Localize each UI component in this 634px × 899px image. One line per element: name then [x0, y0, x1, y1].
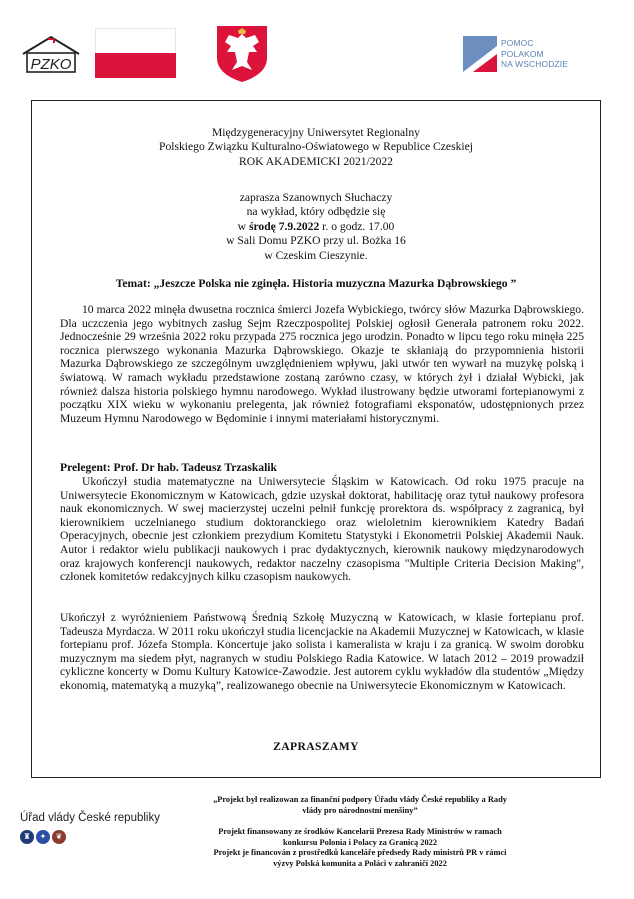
ppw-logo-text: [501, 38, 568, 70]
ppw-line-2: POLAKOM: [501, 48, 544, 59]
funding-note-czech-2-line-2: výzvy Polská komunita a Poláci v zahraničí 2022: [273, 858, 447, 868]
white-eagle-icon: [213, 22, 271, 84]
funding-note-czech-2-line-1: Projekt je financován z prostředků kanceláře předsedy Rady ministrů PR v rámci: [213, 848, 507, 857]
seal-icon: ❦: [52, 830, 66, 844]
funding-note-czech-line-2: vlády pro národnostní menšiny”: [302, 805, 418, 815]
invite-date-prefix: w: [237, 219, 249, 233]
lecture-time: r. o godz. 17.00: [319, 219, 395, 233]
lecture-topic: Temat: „Jeszcze Polska nie zginęła. Historia muzyczna Mazurka Dąbrowskiego ”: [115, 277, 517, 290]
speaker-heading: Prelegent: Prof. Dr hab. Tadeusz Trzaskalik: [60, 461, 277, 474]
closing-invitation: ZAPRASZAMY: [273, 740, 359, 753]
funding-note-czech: [160, 795, 560, 816]
invite-line-2: na wykład, który odbędzie się: [246, 205, 386, 219]
invite-city: w Czeskim Cieszynie.: [264, 248, 368, 262]
uv-cr-label: Úřad vlády České republiky: [20, 812, 160, 824]
ppw-line-3: NA WSCHODZIE: [501, 59, 569, 69]
pzko-logo-text: PZKO: [30, 56, 72, 73]
funding-note-czech-line-1: „Projekt był realizowan za finanční podpory Úřadu vlády České republiky a Rady: [213, 795, 507, 804]
lecture-description: 10 marca 2022 minęła dwusetna rocznica śmierci Jozefa Wybickiego, twórcy słów Mazurka Dąbrowskiego. Dla uczczenia jego wybitnych zasług Sejm Rzeczpospolitej Polskiej ogłosił Generała patronem roku 2022. Jednocześnie 29 września 2022 roku przypada 275 rocznica jego urodzin. Ponadto w lipcu tego roku minęła 225 rocznica pierwszego wykonania Mazurka Dąbrowskiego. Okazje te skłaniają do przypomnienia historii Mazurka Dąbrowskiego ze szczególnym uwzględnieniem wpływu, jaki utwór ten wywarł na muzykę polską i światową. W ramach wykładu przedstawione zostaną zarówno czasy, w których żył i działał Wybicki, jak również dalsza historia polskiego hymnu narodowego. Wykład ilustrowany będzie utworami fortepianowymi z początku XIX wieku w wykonaniu prelegenta, jak również fotografiami eksponatów, udostępnionych przez Muzeum Hymnu Narodowego w Będominie i innymi materiałami historycznymi.: [60, 303, 584, 425]
header-block: [31, 126, 601, 169]
czech-lion-icon: ♜: [20, 830, 34, 844]
ppw-logo-icon: [463, 36, 497, 72]
funding-note-polish: [160, 827, 560, 848]
invite-line-3: [31, 220, 601, 234]
invite-line-1: zaprasza Szanownych Słuchaczy: [239, 191, 393, 204]
speaker-bio-music: Ukończył z wyróżnieniem Państwową Średnią Szkołę Muzyczną w Katowicach, w klasie fortepianu prof. Tadeusza Myrdacza. W 2011 roku ukończył studia licencjackie na Akademii Muzycznej w Katowicach, w klasie fortepianu prof. Józefa Stompla. Koncertuje jako solista i kameralista w kraju i za granicą. W swoim dorobku muzycznym ma siedem płyt, nagranych w studiu Polskiego Radia Katowice. W latach 2012 – 2019 prowadził cykliczne koncerty w Domu Kultury Katowice-Zawodzie. Jest autorem cyklu wykładów dla studentów „Między ekonomią, matematyką a muzyką”, realizowanego obecnie na Uniwersytecie Ekonomicznym w Katowicach.: [60, 611, 584, 692]
eu-stars-icon: ✦: [36, 830, 50, 844]
university-name: Międzygeneracyjny Uniwersytet Regionalny: [212, 126, 420, 139]
pzko-logo: [20, 34, 82, 74]
speaker-bio-academic: Ukończył studia matematyczne na Uniwersytecie Śląskim w Katowicach. Od roku 1975 pracuje na Uniwersytecie Ekonomicznym w Katowicach, gdzie uzyskał doktorat, habilitację oraz tytuł naukowy profesora nauk ekonomicznych. W swej macierzystej uczelni pełnił funkcję prorektora ds. współpracy z zagranicą, był kierownikiem uczelnianego studium doktoranckiego oraz wieloletnim kierownikiem Katedry Badań Operacyjnych, obecnie jest członkiem prezydium Komitetu Statystyki i Ekonometrii Polskiej Akademii Nauk. Autor i redaktor wielu publikacji naukowych i prac dydaktycznych, kierownik naukowy międzynarodowych oraz krajowych konferencji naukowych, redaktor naczelny czasopisma "Multiple Criteria Decision Making", członek komitetów redakcyjnych kilku czasopism naukowych.: [60, 475, 584, 584]
academic-year: ROK AKADEMICKI 2021/2022: [239, 154, 393, 168]
polish-flag: [95, 28, 176, 77]
funding-note-polish-line-1: Projekt finansowany ze środków Kancelarii Prezesa Rady Ministrów w ramach: [218, 827, 502, 836]
invitation-block: [31, 191, 601, 263]
lecture-date: środę 7.9.2022: [248, 219, 320, 233]
ppw-line-1: POMOC: [501, 38, 534, 48]
funding-note-czech-2: [160, 848, 560, 869]
invite-venue: w Sali Domu PZKO przy ul. Bożka 16: [226, 234, 406, 248]
uv-cr-emblems: [20, 830, 66, 844]
pzko-house-icon: [20, 34, 82, 74]
polish-emblem: [213, 22, 271, 84]
funding-note-polish-line-2: konkursu Polonia i Polacy za Granicą 2022: [282, 837, 438, 847]
pomoc-polakom-logo: [463, 34, 593, 76]
association-name: Polskiego Związku Kulturalno-Oświatowego w Republice Czeskiej: [159, 140, 473, 154]
